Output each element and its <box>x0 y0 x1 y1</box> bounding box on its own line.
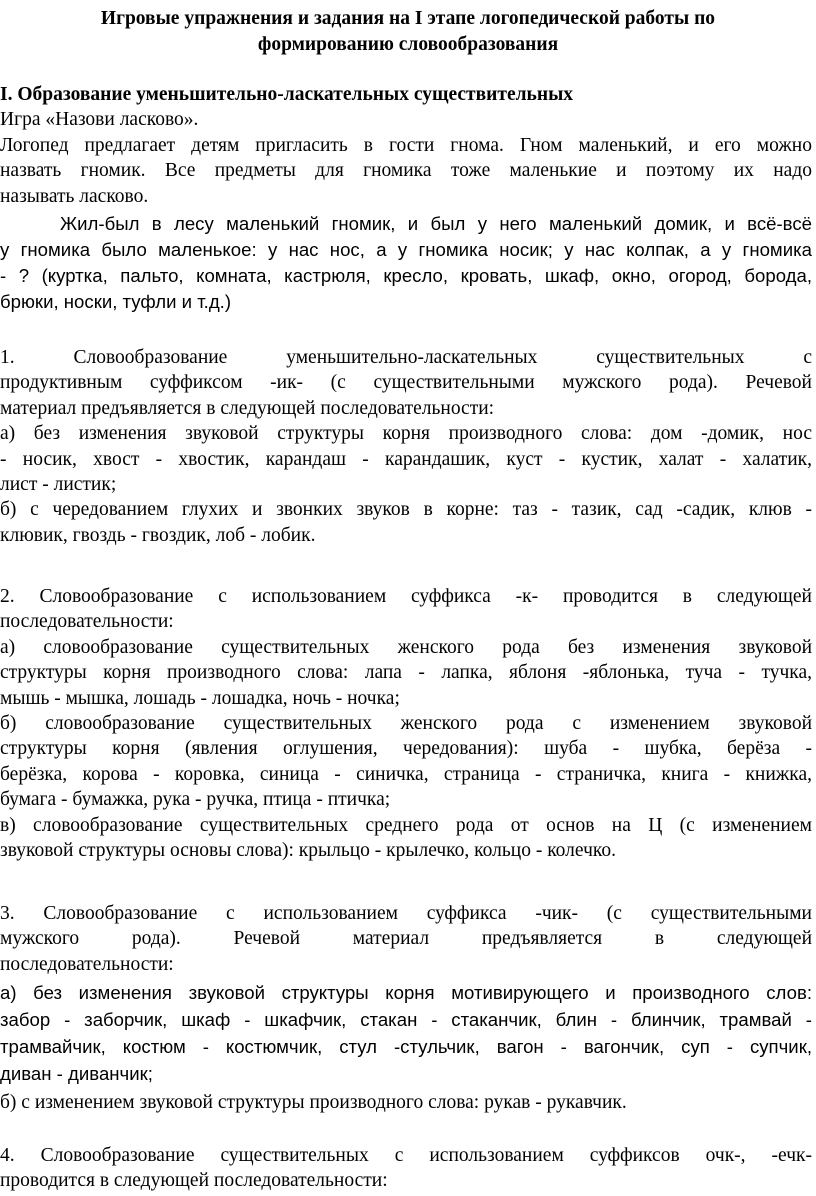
paragraph-line: проводится в следующей последовательности: <box>0 1170 388 1192</box>
paragraph-line: материал предъявляется в следующей последовательности: <box>0 397 495 419</box>
title-line: формированию словообразования <box>257 34 559 55</box>
paragraph-line: структуры корня производного слова: лапа - лапка, яблоня -яблонька, туча - тучка, <box>0 662 812 684</box>
intro-paragraph <box>0 133 812 209</box>
paragraph-line: а) без изменения звуковой структуры корня производного слова: дом -домик, нос <box>0 423 812 445</box>
paragraph-line: клювик, гвоздь - гвоздик, лоб - лобик. <box>0 524 316 546</box>
paragraph-line: берёзка, корова - коровка, синица - синичка, страница - страничка, книга - книжка, <box>0 763 812 785</box>
paragraph-line: брюки, носки, туфли и т.д.) <box>0 291 232 312</box>
paragraph-line: 3. Словообразование с использованием суффикса -чик- (с существительными <box>0 903 812 924</box>
title-line: Игровые упражнения и задания на I этапе логопедической работы по <box>100 8 716 29</box>
paragraph-line: - ? (куртка, пальто, комната, кастрюля, кресло, кровать, шкаф, окно, огород, борода, <box>0 265 812 286</box>
paragraph-line: последовательности: <box>0 953 174 975</box>
paragraph-line: называть ласково. <box>0 185 149 207</box>
paragraph-line: назвать гномик. Все предметы для гномика тоже маленькие и поэтому их надо <box>0 160 812 182</box>
paragraph-line: а) словообразование существительных женского рода без изменения звуковой <box>0 636 812 658</box>
paragraph-line: бумага - бумажка, рука - ручка, птица - птичка; <box>0 789 391 811</box>
paragraph-line: звуковой структуры основы слова): крыльцо - крылечко, кольцо - колечко. <box>0 840 616 862</box>
paragraph-line: структуры корня (явления оглушения, чередования): шуба - шубка, берёза - <box>0 738 812 760</box>
section-heading-text: I. Образование уменьшительно-ласкательных существительных <box>0 84 574 105</box>
paragraph-line: диван - диванчик; <box>0 1063 153 1084</box>
paragraph-line: Жил-был в лесу маленький гномик, и был у него маленький домик, и всё-всё <box>60 213 812 234</box>
game-name <box>0 107 812 132</box>
document-title <box>20 6 796 58</box>
paragraph-line: мужского рода). Речевой материал предъявляется в следующей <box>0 928 812 950</box>
paragraph-line: в) словообразование существительных среднего рода от основ на Ц (с изменением <box>0 814 812 836</box>
item-3-subitem-b <box>0 1090 812 1115</box>
paragraph-line: 1. Словообразование уменьшительно-ласкательных существительных с <box>0 347 812 368</box>
paragraph-line: б) словообразование существительных женского рода с изменением звуковой <box>0 713 812 735</box>
paragraph-line: лист - листик; <box>0 474 117 496</box>
game-name-text: Игра «Назови ласково». <box>0 109 199 130</box>
paragraph-line: забор - заборчик, шкаф - шкафчик, стакан - стаканчик, блин - блинчик, трамвай - <box>0 1009 812 1030</box>
item-4 <box>0 1143 812 1194</box>
item-1 <box>0 345 812 548</box>
item-2 <box>0 584 812 863</box>
paragraph-line: - носик, хвост - хвостик, карандаш - карандашик, куст - кустик, халат - халатик, <box>0 448 812 470</box>
paragraph-line: продуктивным суффиксом -ик- (с существительными мужского рода). Речевой <box>0 372 812 394</box>
paragraph-line: б) с чередованием глухих и звонких звуков в корне: таз - тазик, сад -садик, клюв - <box>0 499 812 521</box>
paragraph-line: 2. Словообразование с использованием суффикса -к- проводится в следующей <box>0 586 812 607</box>
paragraph-line: трамвайчик, костюм - костюмчик, стул -стульчик, вагон - вагончик, суп - супчик, <box>0 1036 812 1057</box>
story-paragraph <box>0 211 812 315</box>
paragraph-line: б) с изменением звуковой структуры производного слова: рукав - рукавчик. <box>0 1092 627 1113</box>
paragraph-line: 4. Словообразование существительных с использованием суффиксов очк-, -ечк- <box>0 1145 812 1166</box>
item-3-subitems <box>0 979 812 1087</box>
paragraph-line: мышь - мышка, лошадь - лошадка, ночь - ночка; <box>0 687 400 709</box>
paragraph-line: последовательности: <box>0 611 174 633</box>
paragraph-line: Логопед предлагает детям пригласить в гости гнома. Гном маленький, и его можно <box>0 135 812 156</box>
paragraph-line: а) без изменения звуковой структуры корня мотивирующего и производного слов: <box>0 982 812 1003</box>
paragraph-line: у гномика было маленькое: у нас нос, а у гномика носик; у нас колпак, а у гномика <box>0 239 812 260</box>
item-3 <box>0 901 812 977</box>
section-heading <box>0 82 812 107</box>
